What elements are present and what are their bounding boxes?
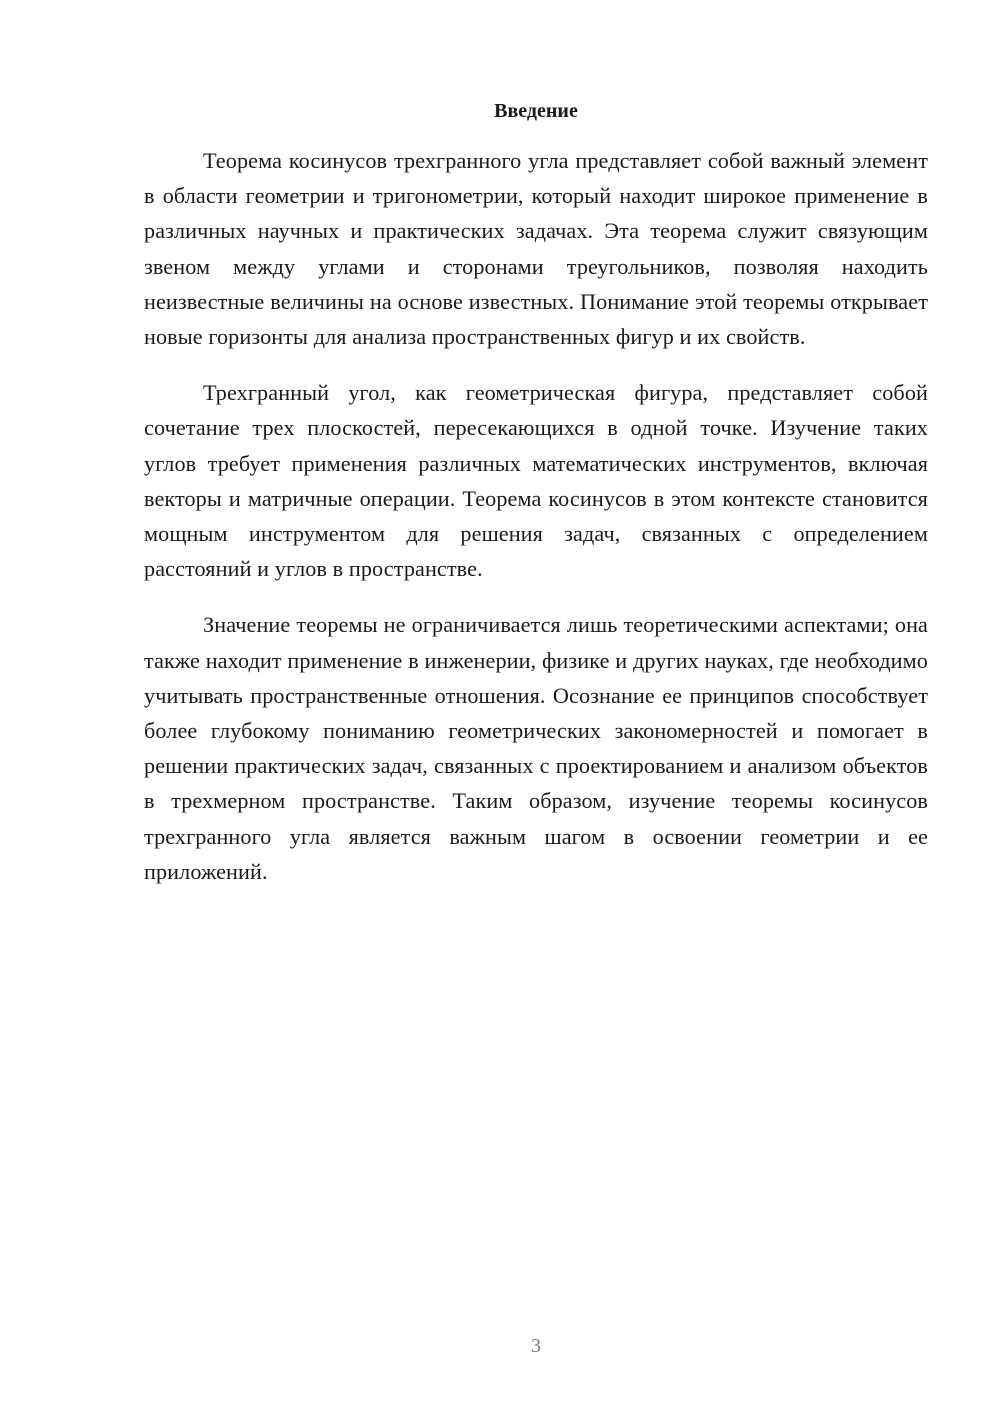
paragraph-1: Теорема косинусов трехгранного угла представляет собой важный элемент в области геометрии и тригонометрии, который находит широкое применение в различных научных и практических задачах. Эта теорема служит связующим звеном между углами и сторонами треугольников, позволяя находить неизвестные величины на основе известных. Понимание этой теоремы открывает новые горизонты для анализа пространственных фигур и их свойств. [144, 148, 928, 350]
paragraph-2: Трехгранный угол, как геометрическая фигура, представляет собой сочетание трех плоскостей, пересекающихся в одной точке. Изучение таких углов требует применения различных математических инструментов, включая векторы и матричные операции. Теорема косинусов в этом контексте становится мощным инструментом для решения задач, связанных с определением расстояний и углов в пространстве. [144, 380, 928, 582]
paragraph-3: Значение теоремы не ограничивается лишь теоретическими аспектами; она также находит применение в инженерии, физике и других науках, где необходимо учитывать пространственные отношения. Осознание ее принципов способствует более глубокому пониманию геометрических закономерностей и помогает в решении практических задач, связанных с проектированием и анализом объектов в трехмерном пространстве. Таким образом, изучение теоремы косинусов трехгранного угла является важным шагом в освоении геометрии и ее приложений. [144, 612, 928, 884]
body-text [144, 143, 928, 910]
section-heading: Введение [494, 100, 578, 122]
page-number: 3 [531, 1335, 541, 1357]
